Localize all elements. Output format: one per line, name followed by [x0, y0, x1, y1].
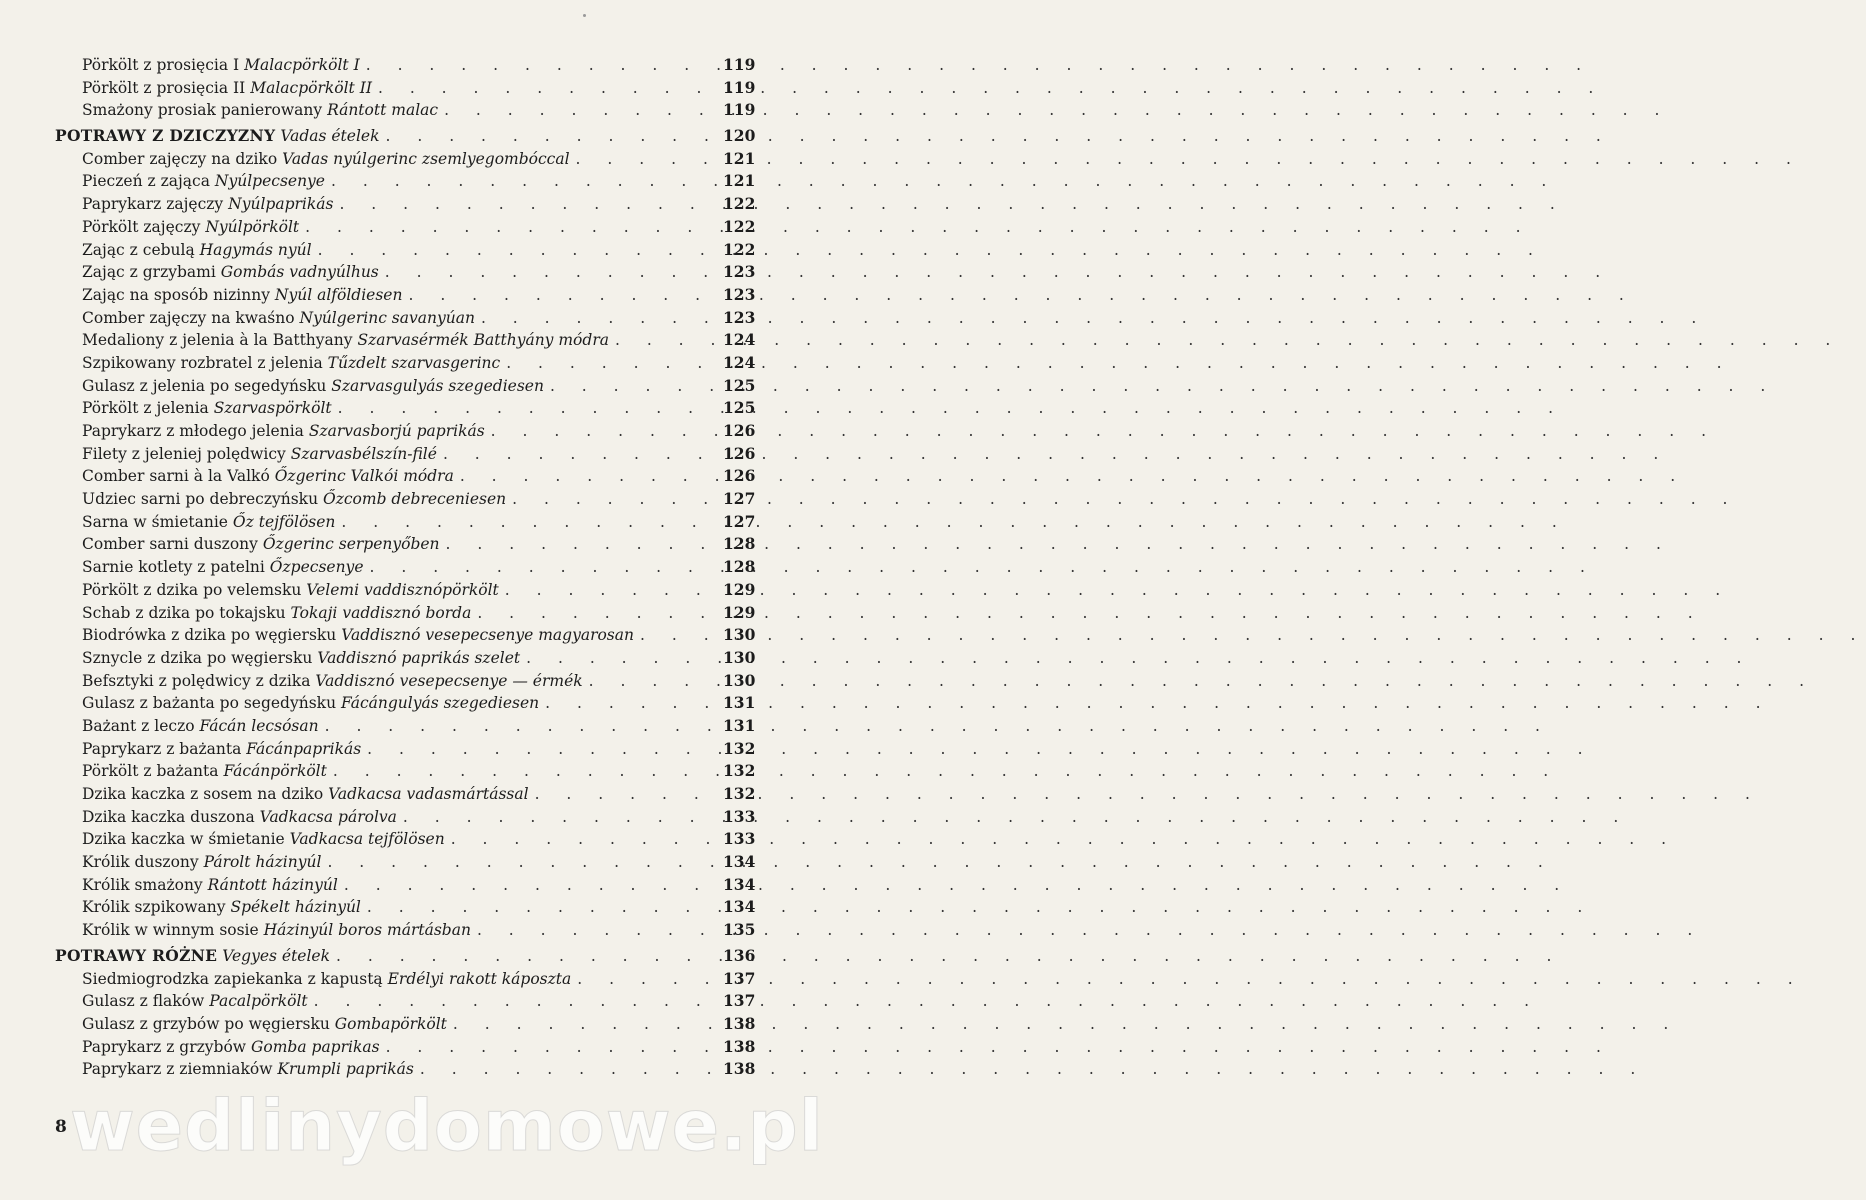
toc-page-number: 135	[723, 920, 756, 940]
polish-title: Królik duszony	[82, 853, 199, 872]
hungarian-title: Nyúlgerinc savanyúan	[299, 308, 475, 327]
hungarian-title: Pacalpörkölt	[209, 992, 308, 1011]
dot-leader	[437, 443, 723, 466]
toc-title	[82, 919, 471, 942]
toc-entry	[55, 533, 755, 556]
toc-title	[82, 1013, 447, 1036]
hungarian-title: Krumpli paprikás	[277, 1060, 414, 1079]
toc-title	[82, 760, 327, 783]
dot-leader	[609, 329, 723, 352]
dot-leader	[414, 1058, 723, 1081]
toc-entry	[55, 896, 755, 919]
toc-page-number: 130	[723, 670, 756, 690]
dot-leader	[539, 692, 723, 715]
polish-title: Pörkölt z bażanta	[82, 762, 219, 781]
toc-entry	[55, 465, 755, 488]
toc-title	[82, 443, 437, 466]
toc-entry	[55, 851, 755, 874]
polish-title: Zając na sposób nizinny	[82, 285, 270, 304]
polish-title: Paprykarz z młodego jelenia	[82, 422, 304, 440]
hungarian-title: Vadas ételek	[280, 127, 380, 146]
toc-page-number: 125	[723, 375, 756, 395]
toc-title	[55, 945, 330, 968]
toc-title	[82, 828, 445, 851]
polish-title: Dzika kaczka duszona	[82, 807, 255, 826]
dot-leader	[485, 420, 723, 443]
hungarian-title: Szarvasgulyás szegediesen	[331, 376, 544, 395]
watermark: wedlinydomowe.pl	[70, 1085, 824, 1167]
toc-page-number: 119	[723, 100, 756, 120]
dot-leader	[438, 99, 723, 122]
toc-page-number: 123	[723, 307, 756, 327]
toc-title	[82, 533, 440, 556]
polish-title: Szpikowany rozbratel z jelenia	[82, 353, 323, 372]
toc-page-number: 134	[723, 897, 756, 917]
toc-page-number: 138	[723, 1013, 756, 1033]
polish-title: Zając z grzybami	[82, 263, 216, 282]
toc-entry	[55, 556, 755, 579]
toc-page-number: 138	[723, 1036, 756, 1056]
polish-title: Udziec sarni po debreczyńsku	[82, 490, 319, 509]
toc-entry	[55, 715, 755, 738]
hungarian-title: Őzgerinc serpenyőben	[262, 535, 440, 554]
toc-entry	[55, 307, 755, 330]
dot-leader	[520, 647, 723, 670]
toc-title	[82, 170, 325, 193]
toc-entry	[55, 397, 755, 420]
hungarian-title: Fácángulyás szegediesen	[341, 694, 540, 713]
polish-title: Zając z cebulą	[82, 240, 195, 259]
toc-title	[82, 990, 308, 1013]
hungarian-title: Spékelt házinyúl	[230, 898, 361, 917]
polish-title: Pörkölt z prosięcia I	[82, 56, 240, 74]
toc-page-number: 131	[723, 715, 756, 735]
polish-title: Schab z dzika po tokajsku	[82, 603, 286, 622]
toc-page-number: 127	[723, 511, 756, 531]
toc-title	[55, 125, 379, 148]
toc-entry	[55, 647, 755, 670]
dot-leader	[570, 148, 723, 171]
dot-leader	[471, 919, 723, 942]
polish-title: Bażant z leczo	[82, 716, 195, 735]
toc-page-number: 128	[723, 557, 756, 577]
hungarian-title: Gombapörkölt	[334, 1014, 447, 1033]
hungarian-title: Nyúl alföldiesen	[274, 285, 403, 304]
toc-title	[82, 54, 360, 77]
hungarian-title: Házinyúl boros mártásban	[263, 921, 471, 940]
toc-entry	[55, 990, 755, 1013]
toc-page-number: 122	[723, 216, 756, 236]
toc-title	[82, 148, 570, 171]
toc-entry	[55, 670, 755, 693]
polish-title: Filety z jeleniej polędwicy	[82, 444, 286, 463]
toc-title	[82, 647, 520, 670]
dot-leader	[571, 968, 723, 991]
toc-title	[82, 329, 609, 352]
polish-title: Comber zajęczy na kwaśno	[82, 308, 295, 327]
toc-entry	[55, 239, 755, 262]
toc-entry	[55, 329, 755, 352]
hungarian-title: Szarvasborjú paprikás	[308, 422, 485, 440]
dot-leader	[361, 738, 723, 761]
toc-title	[82, 968, 571, 991]
toc-entry	[55, 99, 755, 122]
hungarian-title: Fácánpörkölt	[223, 762, 327, 781]
toc-entry	[55, 783, 755, 806]
polish-title: Siedmiogrodzka zapiekanka z kapustą	[82, 969, 383, 988]
toc-title	[82, 352, 500, 375]
toc-page-number: 124	[723, 352, 756, 372]
dot-leader	[372, 77, 723, 100]
toc-entry	[55, 874, 755, 897]
toc-page-number: 130	[723, 647, 756, 667]
hungarian-title: Vegyes ételek	[222, 946, 330, 965]
polish-title: Sznycle z dzika po węgiersku	[82, 648, 313, 667]
toc-title	[82, 874, 338, 897]
toc-entry	[55, 1058, 755, 1081]
dot-leader	[445, 828, 723, 851]
toc-title	[82, 1058, 414, 1081]
toc-page-number: 130	[723, 625, 756, 645]
print-speck	[583, 14, 586, 17]
hungarian-title: Vadkacsa tejfölösen	[289, 830, 445, 849]
toc-title	[82, 397, 332, 420]
toc-section-heading	[55, 945, 755, 968]
hungarian-title: Őz tejfölösen	[232, 512, 336, 531]
toc-section-heading	[55, 125, 755, 148]
toc-title	[82, 715, 319, 738]
toc-title	[82, 783, 529, 806]
toc-title	[82, 1036, 380, 1059]
dot-leader	[360, 54, 723, 77]
toc-entry	[55, 216, 755, 239]
toc-entry	[55, 602, 755, 625]
dot-leader	[325, 170, 723, 193]
polish-title: Królik szpikowany	[82, 898, 226, 917]
polish-title: Paprykarz z bażanta	[82, 739, 242, 758]
table-of-contents	[55, 54, 755, 1081]
hungarian-title: Szarvaspörkölt	[213, 399, 332, 418]
toc-title	[82, 896, 361, 919]
toc-title	[82, 602, 471, 625]
page-number: 8	[55, 1117, 67, 1137]
toc-page-number: 125	[723, 398, 756, 418]
polish-title: Królik smażony	[82, 875, 203, 894]
toc-title	[82, 307, 475, 330]
toc-page-number: 134	[723, 852, 756, 872]
toc-page-number: 124	[723, 330, 756, 350]
toc-title	[82, 692, 539, 715]
toc-page-number: 132	[723, 761, 756, 781]
hungarian-title: Nyúlpörkölt	[205, 217, 300, 236]
polish-title: Sarnie kotlety z patelni	[82, 558, 265, 577]
dot-leader	[447, 1013, 723, 1036]
toc-title	[82, 738, 361, 761]
dot-leader	[333, 193, 723, 216]
polish-title: Pieczeń z zająca	[82, 172, 210, 191]
toc-entry	[55, 511, 755, 534]
hungarian-title: Hagymás nyúl	[199, 240, 312, 259]
toc-page-number: 128	[723, 534, 756, 554]
polish-title: Biodrówka z dzika po węgiersku	[82, 626, 337, 645]
hungarian-title: Rántott házinyúl	[207, 875, 338, 894]
toc-title	[82, 239, 312, 262]
polish-title: Pörkölt z jelenia	[82, 399, 209, 418]
dot-leader	[402, 284, 723, 307]
polish-title: POTRAWY Z DZICZYZNY	[55, 126, 276, 146]
book-page	[0, 0, 824, 1200]
dot-leader	[471, 602, 723, 625]
dot-leader	[299, 216, 723, 239]
toc-page-number: 127	[723, 489, 756, 509]
toc-page-number: 122	[723, 194, 756, 214]
toc-title	[82, 851, 321, 874]
toc-page-number: 134	[723, 874, 756, 894]
dot-leader	[308, 990, 723, 1013]
dot-leader	[335, 511, 723, 534]
toc-title	[82, 261, 379, 284]
toc-page-number: 137	[723, 968, 756, 988]
hungarian-title: Vaddisznó paprikás szelet	[317, 648, 521, 667]
hungarian-title: Rántott malac	[327, 101, 439, 120]
dot-leader	[500, 352, 723, 375]
hungarian-title: Malacpörkölt II	[250, 78, 372, 97]
toc-title	[82, 465, 454, 488]
dot-leader	[321, 851, 723, 874]
toc-entry	[55, 760, 755, 783]
dot-leader	[379, 261, 723, 284]
toc-entry	[55, 806, 755, 829]
polish-title: Befsztyki z polędwicy z dzika	[82, 671, 311, 690]
toc-page-number: 126	[723, 466, 756, 486]
toc-title	[82, 806, 397, 829]
toc-title	[82, 579, 499, 602]
toc-title	[82, 216, 299, 239]
polish-title: Paprykarz zajęczy	[82, 195, 224, 214]
toc-page-number: 123	[723, 284, 756, 304]
hungarian-title: Malacpörkölt I	[244, 56, 360, 74]
dot-leader	[544, 375, 723, 398]
toc-page-number: 129	[723, 579, 756, 599]
toc-title	[82, 511, 335, 534]
dot-leader	[379, 125, 723, 148]
hungarian-title: Fácánpaprikás	[246, 739, 362, 758]
polish-title: Gulasz z jelenia po segedyńsku	[82, 376, 327, 395]
toc-page-number: 131	[723, 693, 756, 713]
toc-page-number: 120	[723, 126, 756, 146]
polish-title: Gulasz z flaków	[82, 992, 205, 1011]
toc-page-number: 121	[723, 148, 756, 168]
dot-leader	[583, 670, 723, 693]
toc-title	[82, 624, 634, 647]
toc-entry	[55, 624, 755, 647]
toc-page-number: 121	[723, 171, 756, 191]
hungarian-title: Párolt házinyúl	[203, 853, 322, 872]
hungarian-title: Tokaji vaddisznó borda	[290, 603, 472, 622]
toc-page-number: 132	[723, 738, 756, 758]
polish-title: Paprykarz z grzybów	[82, 1037, 247, 1056]
hungarian-title: Vadas nyúlgerinc zsemlyegombóccal	[282, 149, 570, 168]
toc-title	[82, 488, 506, 511]
polish-title: Comber sarni à la Valkó	[82, 467, 270, 486]
toc-entry	[55, 284, 755, 307]
hungarian-title: Nyúlpecsenye	[214, 172, 325, 191]
dot-leader	[364, 556, 724, 579]
polish-title: Sarna w śmietanie	[82, 512, 228, 531]
toc-page-number: 122	[723, 239, 756, 259]
dot-leader	[332, 397, 723, 420]
toc-entry	[55, 443, 755, 466]
hungarian-title: Szarvasbélszín-filé	[290, 444, 437, 463]
dot-leader	[454, 465, 723, 488]
toc-page-number: 133	[723, 806, 756, 826]
toc-entry	[55, 420, 755, 443]
hungarian-title: Őzgerinc Valkói módra	[274, 467, 454, 486]
hungarian-title: Őzpecsenye	[269, 558, 364, 577]
hungarian-title: Velemi vaddisznópörkölt	[306, 580, 499, 599]
hungarian-title: Szarvasérmék Batthyány módra	[357, 331, 609, 350]
hungarian-title: Tűzdelt szarvasgerinc	[327, 353, 501, 372]
toc-title	[82, 420, 485, 443]
toc-page-number: 133	[723, 829, 756, 849]
polish-title: Medaliony z jelenia à la Batthyany	[82, 331, 353, 350]
polish-title: Comber sarni duszony	[82, 535, 258, 554]
polish-title: Pörkölt zajęczy	[82, 217, 201, 236]
toc-entry	[55, 968, 755, 991]
toc-entry	[55, 170, 755, 193]
toc-entry	[55, 488, 755, 511]
polish-title: POTRAWY RÓŻNE	[55, 945, 218, 965]
hungarian-title: Fácán lecsósan	[199, 716, 319, 735]
toc-entry	[55, 579, 755, 602]
toc-page-number: 126	[723, 421, 756, 440]
toc-title	[82, 670, 583, 693]
toc-page-number: 119	[723, 77, 756, 97]
polish-title: Królik w winnym sosie	[82, 921, 259, 940]
polish-title: Gulasz z bażanta po segedyńsku	[82, 694, 337, 713]
hungarian-title: Vaddisznó vesepecsenye magyarosan	[341, 626, 634, 645]
toc-entry	[55, 692, 755, 715]
toc-entry	[55, 1036, 755, 1059]
dot-leader	[319, 715, 723, 738]
dot-leader	[330, 945, 723, 968]
toc-page-number: 119	[723, 55, 756, 74]
toc-entry	[55, 148, 755, 171]
dot-leader	[397, 806, 723, 829]
toc-page-number: 129	[723, 602, 756, 622]
hungarian-title: Erdélyi rakott káposzta	[387, 969, 572, 988]
dot-leader	[499, 579, 723, 602]
toc-entry	[55, 352, 755, 375]
polish-title: Dzika kaczka w śmietanie	[82, 830, 285, 849]
toc-title	[82, 556, 364, 579]
hungarian-title: Gombás vadnyúlhus	[220, 263, 379, 282]
dot-leader	[529, 783, 723, 806]
toc-page-number: 126	[723, 443, 756, 463]
hungarian-title: Vadkacsa párolva	[259, 807, 397, 826]
toc-entry	[55, 375, 755, 398]
polish-title: Paprykarz z ziemniaków	[82, 1060, 273, 1079]
dot-leader	[361, 896, 723, 919]
toc-entry	[55, 261, 755, 284]
dot-leader	[506, 488, 723, 511]
toc-entry	[55, 193, 755, 216]
hungarian-title: Őzcomb debreceniesen	[323, 490, 507, 509]
polish-title: Dzika kaczka z sosem na dziko	[82, 785, 324, 803]
polish-title: Pörkölt z prosięcia II	[82, 78, 246, 97]
polish-title: Comber zajęczy na dziko	[82, 149, 278, 168]
dot-leader	[440, 533, 723, 556]
toc-entry	[55, 738, 755, 761]
toc-entry	[55, 54, 755, 77]
toc-title	[82, 77, 372, 100]
toc-page-number: 132	[723, 784, 756, 803]
toc-title	[82, 99, 438, 122]
polish-title: Smażony prosiak panierowany	[82, 101, 323, 120]
polish-title: Gulasz z grzybów po węgiersku	[82, 1014, 330, 1033]
dot-leader	[327, 760, 723, 783]
toc-page-number: 138	[723, 1059, 756, 1079]
hungarian-title: Gomba paprikas	[251, 1037, 380, 1056]
hungarian-title: Vadkacsa vadasmártással	[328, 785, 529, 803]
toc-entry	[55, 77, 755, 100]
toc-title	[82, 193, 333, 216]
toc-title	[82, 375, 544, 398]
toc-entry	[55, 828, 755, 851]
dot-leader	[475, 307, 723, 330]
toc-entry	[55, 919, 755, 942]
hungarian-title: Vaddisznó vesepecsenye — érmék	[315, 671, 583, 690]
dot-leader	[338, 874, 723, 897]
toc-entry	[55, 1013, 755, 1036]
dot-leader	[380, 1036, 723, 1059]
toc-page-number: 123	[723, 262, 756, 282]
hungarian-title: Nyúlpaprikás	[228, 195, 334, 214]
dot-leader	[312, 239, 723, 262]
dot-leader	[634, 624, 723, 647]
toc-page-number: 136	[723, 945, 756, 965]
toc-title	[82, 284, 402, 307]
toc-page-number: 137	[723, 991, 756, 1011]
polish-title: Pörkölt z dzika po velemsku	[82, 580, 302, 599]
